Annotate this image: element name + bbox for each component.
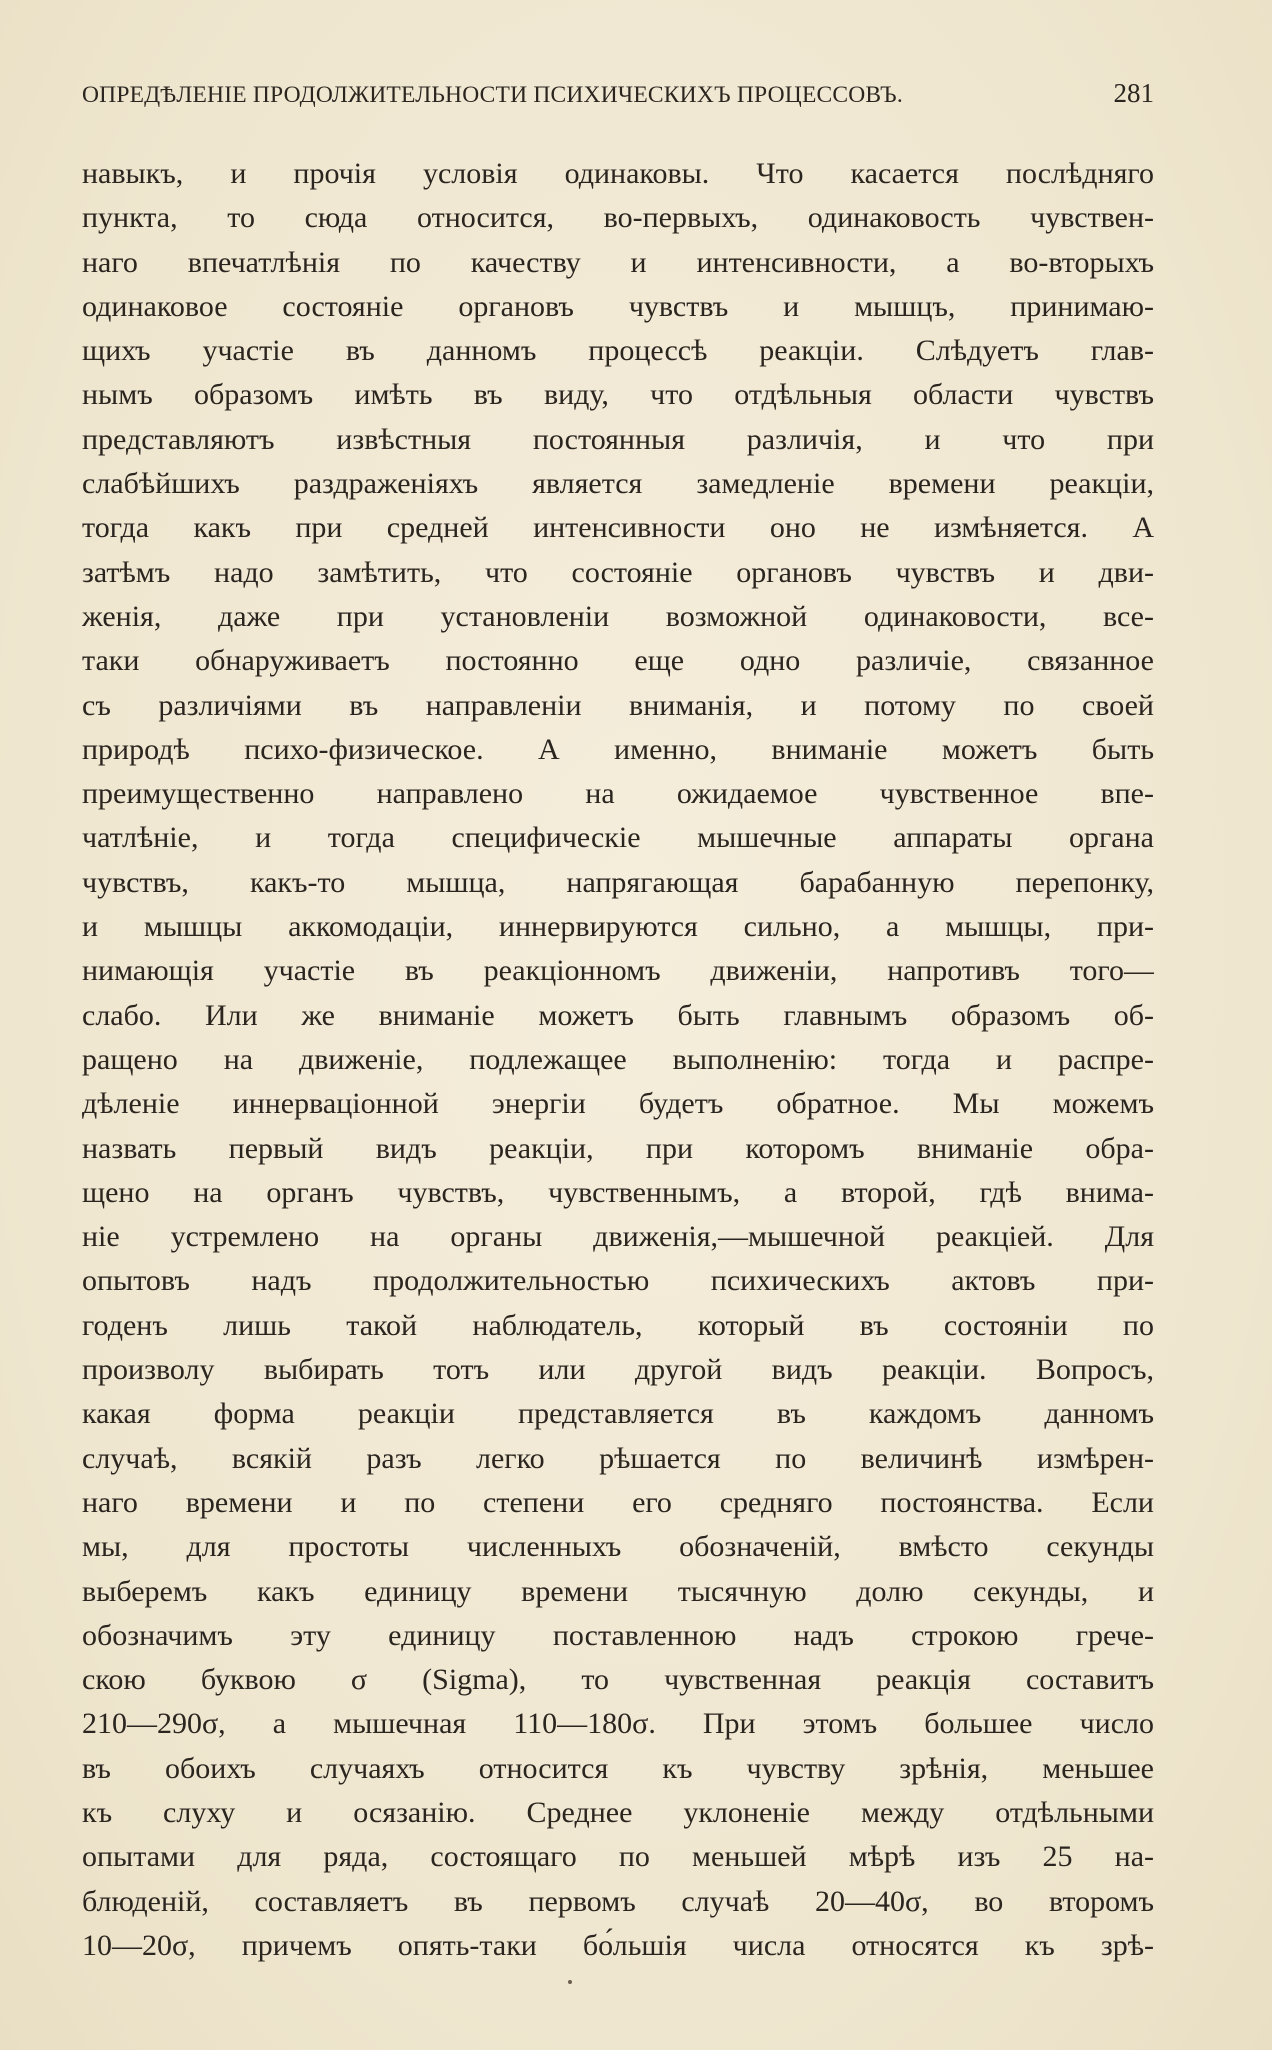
text-line: щихъ участіе въ данномъ процессѣ реакціи. Слѣдуетъ глав- [82,334,1154,368]
text-line: опытами для ряда, состоящаго по меньшей мѣрѣ изъ 25 на- [82,1840,1154,1874]
page-number: 281 [1113,78,1154,108]
text-line: слабѣйшихъ раздраженіяхъ является замедленіе времени реакціи, [82,467,1154,501]
text-line: пункта, то сюда относится, во-первыхъ, одинаковость чувствен- [82,201,1154,235]
text-line: преимущественно направлено на ожидаемое чувственное впе- [82,777,1154,811]
text-line: съ различіями въ направленіи вниманія, и потому по своей [82,688,1154,722]
text-line: чувствъ, какъ-то мышца, напрягающая барабанную перепонку, [82,865,1154,899]
text-line: навыкъ, и прочія условія одинаковы. Что касается послѣдняго [82,157,1154,190]
text-line: нымъ образомъ имѣть въ виду, что отдѣльныя области чувствъ [82,378,1154,412]
text-line: дѣленіе иннерваціонной энергіи будетъ обратное. Мы можемъ [82,1087,1154,1121]
text-line: представляютъ извѣстныя постоянныя различія, и что при [82,422,1154,456]
text-line: 210—290σ, а мышечная 110—180σ. При этомъ большее число [82,1707,1154,1741]
running-title: ОПРЕДѢЛЕНІЕ ПРОДОЛЖИТЕЛЬНОСТИ ПСИХИЧЕСКИХЪ ПРОЦЕССОВЪ. [82,82,903,108]
text-line: чатлѣніе, и тогда специфическіе мышечные аппараты органа [82,821,1154,855]
text-line: нимающія участіе въ реакціонномъ движеніи, напротивъ того— [82,954,1154,988]
text-line: затѣмъ надо замѣтить, что состояніе органовъ чувствъ и дви- [82,555,1154,589]
text-line: назвать первый видъ реакціи, при которомъ вниманіе обра- [82,1131,1154,1165]
text-line: женія, даже при установленіи возможной одинаковости, все- [82,599,1154,633]
text-line: выберемъ какъ единицу времени тысячную долю секунды, и [82,1574,1154,1608]
text-line: скою буквою σ (Sigma), то чувственная реакція составитъ [82,1663,1154,1697]
text-line: слабо. Или же вниманіе можетъ быть главнымъ образомъ об- [82,998,1154,1032]
text-line: къ слуху и осязанію. Среднее уклоненіе между отдѣльными [82,1795,1154,1829]
text-line: одинаковое состояніе органовъ чувствъ и мышцъ, принимаю- [82,289,1154,323]
text-line: въ обоихъ случаяхъ относится къ чувству зрѣнія, меньшее [82,1751,1154,1785]
text-line: наго впечатлѣнія по качеству и интенсивности, а во-вторыхъ [82,245,1154,279]
text-line: ніе устремлено на органы движенія,—мышечной реакціей. Для [82,1220,1154,1254]
text-line: и мышцы аккомодаціи, иннервируются сильно, а мышцы, при- [82,910,1154,944]
text-line: тогда какъ при средней интенсивности оно не измѣняется. А [82,511,1154,545]
text-line: природѣ психо-физическое. А именно, вниманіе можетъ быть [82,732,1154,766]
text-line: щено на органъ чувствъ, чувственнымъ, а второй, гдѣ внима- [82,1175,1154,1209]
text-line: годенъ лишь такой наблюдатель, который въ состояніи по [82,1308,1154,1342]
text-line: случаѣ, всякій разъ легко рѣшается по величинѣ измѣрен- [82,1441,1154,1475]
body-text [82,152,1154,1968]
running-header [82,78,1154,122]
text-line: опытовъ надъ продолжительностью психическихъ актовъ при- [82,1264,1154,1298]
text-line: ращено на движеніе, подлежащее выполненію: тогда и распре- [82,1042,1154,1076]
text-line: обозначимъ эту единицу поставленною надъ строкою грече- [82,1618,1154,1652]
text-line: наго времени и по степени его средняго постоянства. Если [82,1485,1154,1519]
ink-speck [568,1980,572,1984]
text-line: произволу выбирать тотъ или другой видъ реакціи. Вопросъ, [82,1353,1154,1387]
text-line: таки обнаруживаетъ постоянно еще одно различіе, связанное [82,644,1154,678]
text-line: какая форма реакціи представляется въ каждомъ данномъ [82,1397,1154,1431]
text-line: мы, для простоты численныхъ обозначеній, вмѣсто секунды [82,1530,1154,1564]
text-line: блюденій, составляетъ въ первомъ случаѣ 20—40σ, во второмъ [82,1884,1154,1918]
text-line: 10—20σ, причемъ опять-таки бо́льшія числа относятся къ зрѣ- [82,1928,1154,1962]
